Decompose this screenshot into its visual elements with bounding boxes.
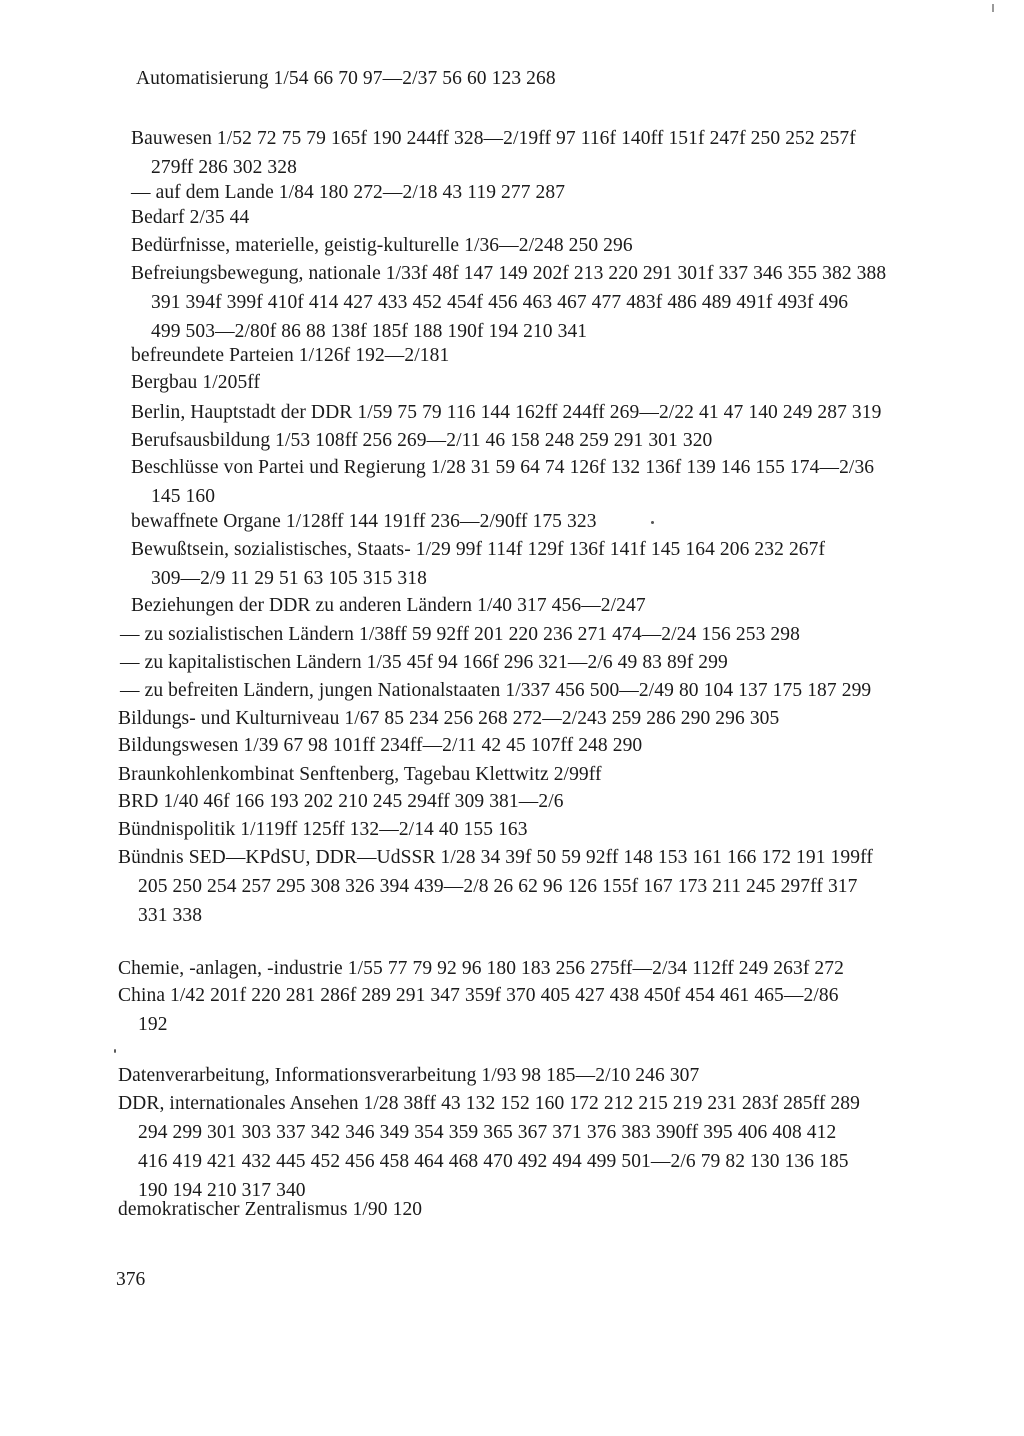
- index-subentry-kapitalistische-laender: [120, 648, 728, 677]
- index-entry-line: 205 250 254 257 295 308 326 394 439—2/8 26 62 96 126 155f 167 173 211 245 297ff 317: [138, 876, 858, 897]
- page-number: 376: [116, 1269, 146, 1290]
- index-entry-line: Chemie, -anlagen, -industrie 1/55 77 79 92 96 180 183 256 275ff—2/34 112ff 249 263f 272: [118, 958, 844, 979]
- index-entry-befreiungsbewegung: [131, 259, 886, 346]
- index-entry-line: 331 338: [138, 905, 203, 926]
- index-entry-beduerfnisse: [131, 231, 633, 260]
- index-subentry-sozialistische-laender: [120, 620, 800, 649]
- index-entry-braunkohlenkombinat: [118, 760, 602, 789]
- index-entry-line: 145 160: [151, 486, 216, 507]
- index-entry-line: BRD 1/40 46f 166 193 202 210 245 294ff 309 381—2/6: [118, 791, 564, 812]
- index-entry-line: 309—2/9 11 29 51 63 105 315 318: [151, 568, 427, 589]
- index-entry-line: Bauwesen 1/52 72 75 79 165f 190 244ff 328—2/19ff 97 116f 140ff 151f 247f 250 252 257f: [131, 128, 856, 149]
- index-entry-line: DDR, internationales Ansehen 1/28 38ff 43 132 152 160 172 212 215 219 231 283f 285ff 289: [118, 1093, 860, 1114]
- index-entry-line: — zu sozialistischen Ländern 1/38ff 59 92ff 201 220 236 271 474—2/24 156 253 298: [120, 624, 800, 645]
- index-entry-line: Datenverarbeitung, Informationsverarbeitung 1/93 98 185—2/10 246 307: [118, 1065, 700, 1086]
- index-entry-berufsausbildung: [131, 426, 712, 455]
- index-subentry-befreite-laender: [120, 676, 871, 705]
- index-entry-line: China 1/42 201f 220 281 286f 289 291 347 359f 370 405 427 438 450f 454 461 465—2/86: [118, 985, 839, 1006]
- index-entry-automatisierung: [136, 64, 556, 93]
- index-entry-line: 294 299 301 303 337 342 346 349 354 359 365 367 371 376 383 390ff 395 406 408 412: [138, 1122, 837, 1143]
- index-entry-line: 192: [138, 1014, 168, 1035]
- index-entry-line: Bedarf 2/35 44: [131, 207, 250, 228]
- index-entry-ddr-internationales-ansehen: [118, 1089, 860, 1205]
- index-entry-line: Befreiungsbewegung, nationale 1/33f 48f 147 149 202f 213 220 291 301f 337 346 355 382 388: [131, 263, 887, 284]
- index-entry-line: 499 503—2/80f 86 88 138f 185f 188 190f 194 210 341: [151, 321, 588, 342]
- index-entry-befreundete-parteien: [131, 341, 449, 370]
- index-entry-line: befreundete Parteien 1/126f 192—2/181: [131, 345, 450, 366]
- index-entry-line: Bedürfnisse, materielle, geistig-kulturelle 1/36—2/248 250 296: [131, 235, 633, 256]
- index-entry-line: demokratischer Zentralismus 1/90 120: [118, 1199, 423, 1220]
- index-entry-bewusstsein: [131, 535, 825, 593]
- index-entry-line: 279ff 286 302 328: [151, 157, 297, 178]
- index-entry-line: — auf dem Lande 1/84 180 272—2/18 43 119 277 287: [131, 182, 566, 203]
- index-entry-buendnispolitik: [118, 815, 528, 844]
- index-entry-beziehungen: [131, 591, 646, 620]
- index-entry-chemie: [118, 954, 844, 983]
- index-entry-brd: [118, 787, 564, 816]
- index-entry-line: Berlin, Hauptstadt der DDR 1/59 75 79 116 144 162ff 244ff 269—2/22 41 47 140 249 287 319: [131, 402, 882, 423]
- scan-speck: [651, 521, 654, 524]
- index-entry-beschluesse: [131, 453, 874, 511]
- index-entry-line: Automatisierung 1/54 66 70 97—2/37 56 60 123 268: [136, 68, 556, 89]
- index-entry-datenverarbeitung: [118, 1061, 699, 1090]
- index-entry-line: Bildungswesen 1/39 67 98 101ff 234ff—2/11 42 45 107ff 248 290: [118, 735, 643, 756]
- index-entry-line: Beschlüsse von Partei und Regierung 1/28 31 59 64 74 126f 132 136f 139 146 155 174—2/36: [131, 457, 875, 478]
- index-entry-line: Bündnispolitik 1/119ff 125ff 132—2/14 40 155 163: [118, 819, 528, 840]
- scan-speck: [114, 1049, 116, 1053]
- index-entry-line: 391 394f 399f 410f 414 427 433 452 454f 456 463 467 477 483f 486 489 491f 493f 496: [151, 292, 849, 313]
- index-entry-bedarf: [131, 203, 249, 232]
- index-entry-bauwesen: [131, 124, 856, 182]
- index-entry-line: 190 194 210 317 340: [138, 1180, 306, 1201]
- index-entry-line: — zu befreiten Ländern, jungen Nationalstaaten 1/337 456 500—2/49 80 104 137 175 187 299: [120, 680, 872, 701]
- index-entry-berlin: [131, 398, 881, 427]
- index-entry-line: 416 419 421 432 445 452 456 458 464 468 470 492 494 499 501—2/6 79 82 130 136 185: [138, 1151, 849, 1172]
- index-entry-line: Bündnis SED—KPdSU, DDR—UdSSR 1/28 34 39f 50 59 92ff 148 153 161 166 172 191 199ff: [118, 847, 873, 868]
- index-entry-line: Berufsausbildung 1/53 108ff 256 269—2/11 46 158 248 259 291 301 320: [131, 430, 713, 451]
- index-entry-china: [118, 981, 839, 1039]
- index-entry-line: Braunkohlenkombinat Senftenberg, Tagebau Klettwitz 2/99ff: [118, 764, 602, 785]
- index-entry-line: Beziehungen der DDR zu anderen Ländern 1/40 317 456—2/247: [131, 595, 646, 616]
- index-entry-bildungs-und-kulturniveau: [118, 704, 779, 733]
- index-entry-line: Bildungs- und Kulturniveau 1/67 85 234 256 268 272—2/243 259 286 290 296 305: [118, 708, 780, 729]
- index-entry-bergbau: [131, 368, 260, 397]
- index-entry-bewaffnete-organe: [131, 507, 597, 536]
- index-entry-line: — zu kapitalistischen Ländern 1/35 45f 94 166f 296 321—2/6 49 83 89f 299: [120, 652, 728, 673]
- index-entry-demokratischer-zentralismus: [118, 1195, 422, 1224]
- index-entry-line: Bewußtsein, sozialistisches, Staats- 1/29 99f 114f 129f 136f 141f 145 164 206 232 267f: [131, 539, 826, 560]
- scan-edge-mark: [992, 4, 994, 12]
- index-entry-bildungswesen: [118, 731, 642, 760]
- index-entry-line: bewaffnete Organe 1/128ff 144 191ff 236—2/90ff 175 323: [131, 511, 597, 532]
- index-entry-buendnis-sed-kpdsu: [118, 843, 873, 930]
- index-entry-line: Bergbau 1/205ff: [131, 372, 261, 393]
